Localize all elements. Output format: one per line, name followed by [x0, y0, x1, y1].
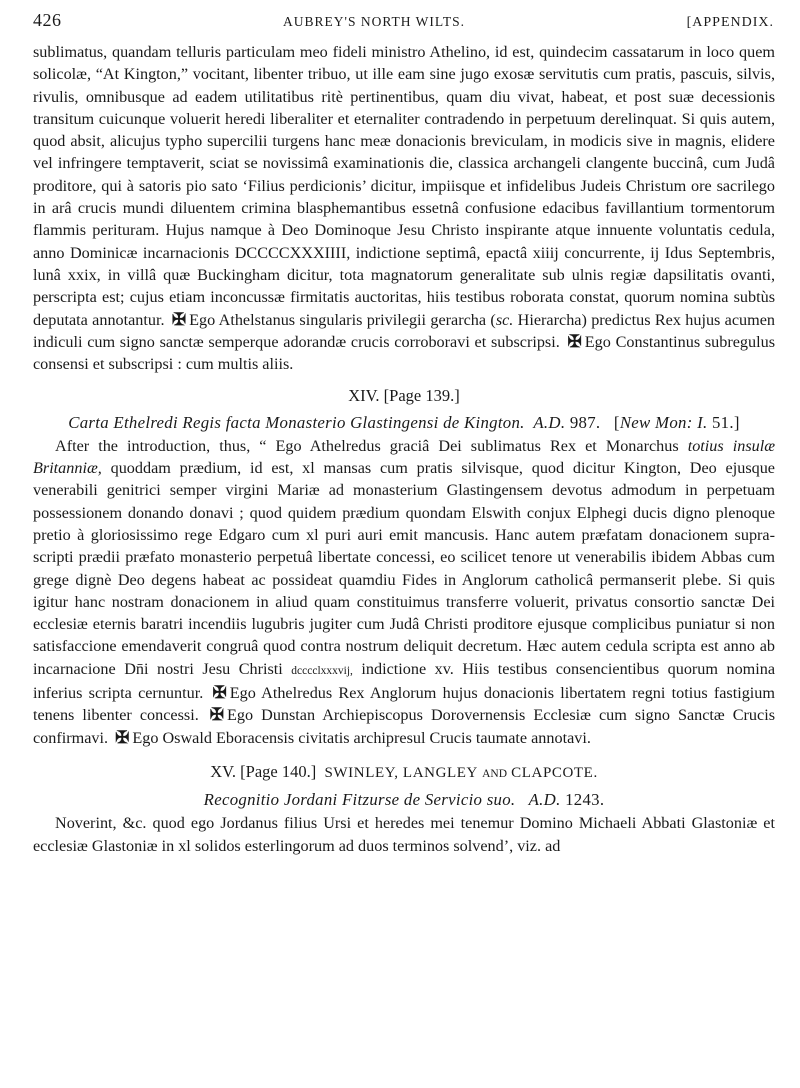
section-xiv-text-cont: nostri Jesu Christi	[156, 659, 283, 678]
section-xiv-text-intro: After the introduction, thus, “ Ego Athelredus graciâ Dei sublimatus Rex et Monarchus	[55, 436, 679, 455]
athelred-subscription: Ego Athelredus Rex Anglorum hujus donacionis libertatem regni totius fastigium tenens libenter concessi.	[33, 684, 775, 725]
section-xiv-ref-bracket: [	[613, 412, 620, 432]
section-xiv-witness-intro: indictione xv. Hiis testibus consencientibus quorum nomina inferius scripta cernuntur.	[33, 659, 776, 703]
section-xv-date-label: A.D.	[528, 790, 561, 810]
section-xiv-text-body: quoddam prædium, id est, xl mansas cum pratis silvisque, quod dicitur Kington, Deo ejusque venerabili genitrici semper virgini Mariæ ad monasterium Glastingensem devotus admodum in perpetuam possessionem donando donavi ; quod quidem prædium quondam Elswith conjux Elphegi ducis digno plenoque pretio à gloriosissimo rege Edgaro cum xl puri auri emit mancusis. Hanc autem præfatam donacionem supra-scripti prædii præfato monasterio perpetuâ libertate concessi, eo scilicet tenore ut venerabilis ibidem Abbas cum grege dignè Deo degens habeat ac possideat quamdiu Fides in Anglorum catholicâ permanserit plebe. Si quis igitur hanc nostram donacionem in aliud quam constituimus transferre voluerit, privatus consortio sanctæ Dei ecclesiæ eternis baratri incendiis lugubris jugiter cum Judâ Christi proditore ejusque complicibus puniatur si non satisfaccione emendaverit congruâ quod contra nostrum deliquit decretum. Hæc autem cedula scripta est anno ab incarnacione	[33, 459, 775, 678]
section-xv-heading	[33, 761, 775, 785]
abbreviation-sc: sc.	[495, 310, 514, 329]
section-xiv-title	[33, 411, 775, 435]
running-title: AUBREY'S NORTH WILTS.	[283, 14, 466, 29]
athelstan-subscription-cont: Hierarcha) predictus Rex hujus acumen indiculi cum signo sanctæ semperque adorandæ crucis corroboravi et subscripsi.	[33, 310, 776, 351]
section-xv-title-text: Recognitio Jordani Fitzurse de Servicio suo.	[203, 790, 516, 810]
section-xiv-paragraph	[33, 435, 775, 749]
constantine-subscription: Ego Constantinus subregulus consensi et subscripsi : cum multis aliis.	[33, 332, 776, 374]
section-xiv-title-text: Carta Ethelredi Regis facta Monasterio Glastingensi de Kington.	[68, 412, 525, 432]
running-header	[33, 10, 774, 38]
small-caps-year: dcccclxxxvij,	[291, 664, 353, 677]
oswald-subscription: Ego Oswald Eboracensis civitatis archipresul Crucis taumate annotavi.	[132, 728, 591, 747]
section-xiv-heading: XIV. [Page 139.]	[348, 386, 460, 406]
section-xiv-year: 987.	[569, 412, 601, 432]
section-xiv-ref-volume: I.	[697, 412, 708, 432]
section-xv-number: XV. [Page 140.]	[210, 761, 317, 781]
cross-mark-icon: ✠	[567, 331, 582, 351]
section-xiv-ref-page: 51.]	[711, 412, 740, 432]
section-xv-year: 1243.	[565, 790, 605, 810]
cross-mark-icon: ✠	[212, 683, 227, 703]
section-xv-place-a: SWINLEY, LANGLEY	[324, 764, 478, 781]
charter-xiii-text: sublimatus, quandam telluris particulam meo fideli ministro Athelino, id est, quindecim cassatarum in loco quem solicolæ, “At Kington,” vocitant, libenter tribuo, ut ille eam sine jugo exosæ servitutis cum pratis, pascuis, silvis, rivulis, omnibusque ad eadem utilitatibus ritè pertinentibus, quam diu vivat, habeat, et post suæ decessionis transitum cuicunque voluerit heredi liberaliter et eternaliter contradendo in perpetuum derelinquat. Si quis autem, quod absit, alicujus typho supercilii turgens hanc meæ donacionis breviculam, in modicis sive in magnis, elidere vel infringere temptaverit, sciat se novissimâ examinationis die, classica archangeli clangente buccinâ, cum Judâ proditore, qui à satoris pio sato ‘Filius perdicionis’ dicitur, impiisque et infidelibus Judeis Christum ore sacrilego in arâ crucis mundi diluentem crimina blasphemantibus essetnâ confusione edacibus favillantium tormentorum flammis perituram. Hujus namque à Deo Dominoque Jesu Christo inspirante atque innuente voluntatis cedula, anno Dominicæ incarnacionis DCCCCXXXIIII, indictione septimâ, epactâ xiiij concurrente, ij Idus Septembris, lunâ xxix, in villâ quæ Buckingham dicitur, tota magnatorum generalitate sub ulnis regiæ dapsilitatis ovanti, perscripta est; cujus etiam inconcussæ firmitatis auctoritas, hiis testibus roborata constat, quorum nomina subtùs deputata annotantur.	[33, 43, 775, 329]
section-xiv-date-label: A.D.	[533, 412, 566, 432]
section-xv-place-b: CLAPCOTE.	[511, 764, 598, 781]
section-label: [APPENDIX.	[686, 15, 774, 30]
section-xiv-italic-phrase: totius insulæ Britanniæ,	[33, 436, 776, 478]
section-xv-title	[33, 788, 775, 812]
section-xv-and: AND	[482, 767, 508, 780]
athelstan-subscription: Ego Athelstanus singularis privilegii gerarcha (	[189, 310, 496, 329]
page-body	[33, 41, 775, 857]
cross-mark-icon: ✠	[115, 727, 130, 747]
cross-mark-icon: ✠	[209, 705, 225, 725]
page-number: 426	[33, 10, 62, 30]
section-xiv-ref-source: New Mon:	[619, 412, 693, 432]
charter-xiii-paragraph	[33, 41, 775, 375]
section-xv-paragraph: Noverint, &c. quod ego Jordanus filius Ursi et heredes mei tenemur Domino Michaeli Abbati Glastoniæ et ecclesiæ Glastoniæ in xl solidos esterlingorum ad duos terminos solvend’, viz. ad	[33, 814, 775, 855]
cross-mark-icon: ✠	[171, 309, 187, 329]
abbreviation-dni: Dn̄i	[124, 659, 149, 678]
dunstan-subscription: Ego Dunstan Archiepiscopus Dorovernensis Ecclesiæ cum signo Sanctæ Crucis confirmavi.	[33, 706, 776, 747]
